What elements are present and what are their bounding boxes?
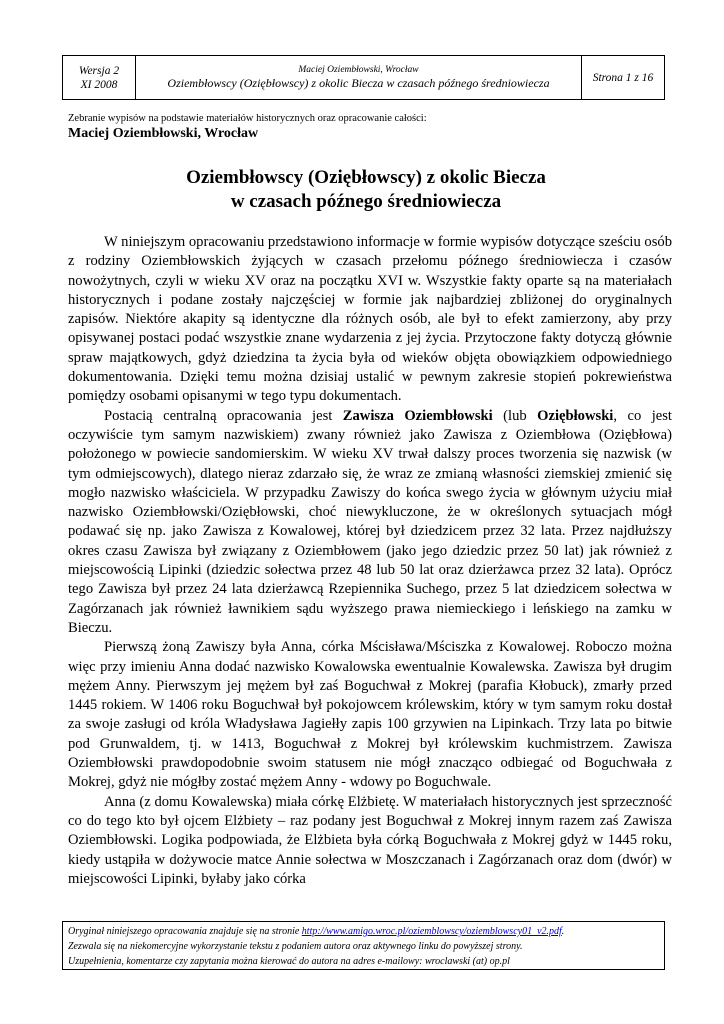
header-page-number: Strona 1 z 16 xyxy=(592,71,654,84)
header-title-cell xyxy=(136,56,582,99)
source-link[interactable]: http://www.amigo.wroc.pl/oziemblowscy/oziemblowscy01_v2.pdf xyxy=(301,926,562,937)
document-title xyxy=(68,166,664,214)
paragraph-1: W niniejszym opracowaniu przedstawiono informacje w formie wypisów dotyczące sześciu osób z rodziny Oziembłowskich żyjących w czasach przełomu późnego średniowiecza i czasów nowożytnych, czyli w wieku XV oraz na początku XVI w. Wszystkie fakty oparte są na materiałach historycznych i podane zostały najczęściej w formie jak najbardziej zbliżonej do oryginalnych zapisów. Niektóre akapity są identyczne dla różnych osób, ale był to efekt zamierzony, aby przy opisywanej postaci podać wszystkie znane wydarzenia z jej życia. Przytoczone fakty dotyczą głównie spraw majątkowych, gdyż dziedzina ta życia była od wieków objęta obowiązkiem odpowiedniego dokumentowania. Dzięki temu można dzisiaj ustalić w pewnym zakresie stopień pokrewieństwa pomiędzy osobami opisanymi w tego typu dokumentach. xyxy=(68,234,672,405)
header-title: Oziembłowscy (Oziębłowscy) z okolic Biecza w czasach późnego średniowiecza xyxy=(167,75,550,90)
name-ozieblowski: Oziębłowski xyxy=(537,407,614,424)
paragraph-3: Pierwszą żoną Zawiszy była Anna, córka Mścisława/Mściszka z Kowalowej. Roboczo można więc przy imieniu Anna dodać nazwisko Kowalowska ewentualnie Kowalewska. Zawisza był drugim mężem Anny. Pierwszym jej mężem był zaś Boguchwał z Mokrej (parafia Kłobuck), zmarły przed 1445 rokiem. W 1406 roku Boguchwał był pokojowcem królewskim, który w tym samym roku dostał za swoje zasługi od króla Władysława Jagiełły zapis 100 grzywien na Lipinkach. Trzy lata po bitwie pod Grunwaldem, tj. w 1413, Boguchwał z Mokrej był królewskim kuchmistrzem. Zawisza Oziembłowski prawdopodobnie swoim statusem nie mógł znacząco odbiegać od Boguchwała z Mokrej, gdyż nie mógłby zostać mężem Anny - wdowy po Boguchwale. xyxy=(68,639,672,791)
header-page-cell xyxy=(582,56,664,99)
compiled-note: Zebranie wypisów na podstawie materiałów historycznych oraz opracowanie całości: xyxy=(68,113,427,124)
name-zawisza: Zawisza Oziembłowski xyxy=(342,407,493,424)
page-header xyxy=(62,55,665,100)
header-version-cell xyxy=(63,56,136,99)
header-date: XI 2008 xyxy=(80,78,118,91)
paragraph-2-part-b: (lub xyxy=(492,407,538,424)
paragraph-4: Anna (z domu Kowalewska) miała córkę Elżbietę. W materiałach historycznych jest sprzeczność co do tego kto był ojcem Elżbiety – raz podany jest Boguchwał z Mokrej innym razem zaś Zawisza Oziembłowski. Logika podpowiada, że Elżbieta była córką Boguchwała z Mokrej gdyż w 1445 roku, kiedy ustąpiła w dożywocie matce Annie sołectwa w Moszczanach i Zagórzanach oraz dom (dwór) w miejscowości Lipinki, byłaby jako córka xyxy=(68,793,672,887)
header-author: Maciej Oziembłowski, Wrocław xyxy=(298,64,419,75)
author-name: Maciej Oziembłowski, Wrocław xyxy=(68,126,259,141)
paragraph-2-part-a: Postacią centralną opracowania jest xyxy=(104,407,343,424)
body-text xyxy=(68,233,672,889)
footer-line-3: Uzupełnienia, komentarze czy zapytania można kierować do autora na adres e-mailowy: wroclawski (at) op.pl xyxy=(68,956,510,967)
footer-line-1 xyxy=(68,924,659,939)
document-title-line1: Oziembłowscy (Oziębłowscy) z okolic Biecza xyxy=(186,167,546,188)
paragraph-2 xyxy=(68,407,672,639)
paragraph-2-part-c: , co jest oczywiście tym samym nazwiskiem) zwany również jako Zawisza z Oziembłowa (Oziębłowa) położonego w powiecie sandomierskim. W wieku XV trwał dalszy proces tworzenia się nazwisk (w tym odmiejscowych), dlatego nieraz zdarzało się, że wraz ze zmianą własności ziemskiej zmienić się mogło nazwisko właściciela. W przypadku Zawiszy do końca swego życia w głównym użyciu miał nazwisko Oziembłowski/Oziębłowski, choć niewykluczone, że w określonych sytuacjach mógł podawać się np. jako Zawisza z Kowalowej, której był dziedzicem przez 32 lata. Przez najdłuższy okres czasu Zawisza był związany z Oziembłowem (jako jego dziedzic przez 50 lat) jak również z miejscowością Lipinki (dziedzic sołectwa przez 48 lub 50 lat oraz dzierżawca przez 32 lata). Oprócz tego Zawisza był przez 24 lata dzierżawcą Rzepiennika Suchego, przez 5 lat dziedzicem sołectwa w Zagórzanach jak również ławnikiem sądu wyższego prawa niemieckiego i leńskiego na zamku w Bieczu. xyxy=(68,407,672,636)
footer-line-2: Zezwala się na niekomercyjne wykorzystanie tekstu z podaniem autora oraz aktywnego linku do powyższej strony. xyxy=(68,941,523,952)
footer-source-text: Oryginał niniejszego opracowania znajduje się na stronie xyxy=(68,926,302,937)
page-footer xyxy=(62,921,665,970)
header-version: Wersja 2 xyxy=(78,64,120,77)
document-title-line2: w czasach późnego średniowiecza xyxy=(230,191,502,212)
footer-source-suffix: . xyxy=(561,926,565,937)
